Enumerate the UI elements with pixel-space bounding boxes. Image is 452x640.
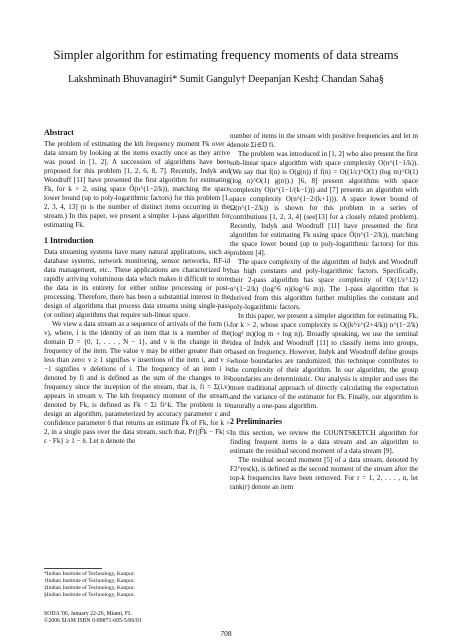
left-column bbox=[44, 128, 230, 446]
footnote: ‡Indian Institute of Technology, Kanpur. bbox=[44, 585, 135, 591]
footnote: †Indian Institute of Technology, Kanpur. bbox=[44, 578, 135, 584]
intro-paragraph-2: We view a data stream as a sequence of arrivals of the form (i, v), where, i is the identity of an item that is a member of the domain D = {0, 1, . . . , N − 1}, and v is the change in the frequency of the item. The value v may be either greater than or less than zero: v ≥ 1 signifies v insertions of the item i, and v ≤ −1 signifies v deletions of i. The frequency of an item i is denoted by fi and is defined as the sum of the changes to its frequency since the inception of the stream, that is, fi = Σ(i,v) appears in stream v. The kth frequency moment of the stream, denoted by Fk, is defined as Fk = Σi fi^k. The problem is to design an algorithm, parameterized by accuracy parameter ε and confidence parameter δ that returns an estimate F̂k of Fk, for k > 2, in a single pass over the data stream, such that, Pr{|F̂k − Fk| ≤ ε · Fk} ≥ 1 − δ. Let n denote the bbox=[44, 320, 230, 445]
abstract-text: The problem of estimating the kth frequency moment Fk over a data stream by looking at the items exactly once as they arrive was posed in [1, 2]. A succession of algorithms have been proposed for this problem [1, 2, 6, 8, 7]. Recently, Indyk and Woodruff [11] have presented the first algorithm for estimating Fk, for k > 2, using space Õ(n^(1−2/k)), matching the space lower bound (up to poly-logarithmic factors) for this problem [1, 2, 3, 4, 13] (n is the number of distinct items occurring in the stream.) In this paper, we present a simpler 1-pass algorithm for estimating Fk. bbox=[44, 140, 230, 229]
right-column bbox=[230, 132, 418, 492]
author-list: Lakshminath Bhuvanagiri* Sumit Ganguly† Deepanjan Kesh‡ Chandan Saha§ bbox=[68, 74, 384, 85]
right-paragraph-4: In this paper, we present a simpler algorithm for estimating Fk, for k > 2, whose space complexity is O((k²/ε^(2+4/k)) n^(1−2/k) (log² m)(log m + log n)). Broadly speaking, we use the seminal idea of Indyk and Woodruff [11] to classify items into groups, based on frequency. However, Indyk and Woodruff define groups whose boundaries are randomized; this technique contributes to the complexity of their algorithm. In our algorithm, the group boundaries are deterministic. Our analysis is simpler and uses the more traditional approach of directly calculating the expectation and the variance of the estimator for Fk. Finally, our algorithm is naturally a one-pass algorithm. bbox=[230, 312, 418, 410]
conference-line: SODA '06, January 22-26, Miami, FL bbox=[44, 611, 132, 617]
right-paragraph-1: number of items in the stream with positive frequencies and let m denote Σi∈D fi. bbox=[230, 132, 418, 149]
footnotes bbox=[44, 571, 234, 599]
right-paragraph-3: The space complexity of the algorithm of Indyk and Woodruff has high constants and poly-logarithmic factors. Specifically, their 2-pass algorithm has space complexity of O((1/ε^12) n^(1−2/k) (log^6 n)(log^6 m)). The 1-pass algorithm that is derived from this algorithm further multiplies the constant and poly-logarithmic factors. bbox=[230, 258, 418, 311]
footnote-rule bbox=[44, 568, 102, 569]
page-number: 708 bbox=[220, 629, 232, 638]
preliminaries-paragraph-2: The residual second moment [5] of a data stream, denoted by F2^res(k), is defined as the second moment of the stream after the top-k frequencies have been removed. For r = 1, 2, . . . , n, let rank(r) denote an item bbox=[230, 456, 418, 491]
footnote: *Indian Institute of Technology, Kanpur. bbox=[44, 571, 135, 577]
publication-info bbox=[44, 611, 234, 625]
abstract-heading: Abstract bbox=[44, 128, 74, 137]
paper-title: Simpler algorithm for estimating frequency moments of data streams bbox=[53, 48, 399, 62]
intro-paragraph-1: Data streaming systems have many natural applications, such as database systems, network monitoring, sensor networks, RF-id data management, etc.. These applications are characterized by rapidly arriving voluminous data which makes it difficult to store the data in its entirety for either online processing or post-processing. Therefore, there has been a substantial interest in the design of algorithms that process data streams using single-pass (or online) algorithms that require sub-linear space. bbox=[44, 248, 230, 319]
right-paragraph-2: The problem was introduced in [1, 2] who also present the first sub-linear space algorithm with space complexity O(n^(1−1/k)). (We say that f(n) is O(g(n)) if f(n) = O((1/ε)^O(1) (log m)^O(1) (log n)^O(1) g(n)).) [6, 8] present algorithms with space complexity O(n^(1−1/(k−1))) and [7] presents an algorithm with space complexity O(n^(1−2/(k+1))). A space lower bound of Ω(n^(1−2/k)) is shown for this problem in a series of contributions [1, 2, 3, 4] (see[13] for a closely related problem). Recently, Indyk and Woodruff [11] have presented the first algorithm for estimating Fk using space Õ(n^(1−2/k)), matching the space lower bound (up to poly-logarithmic factors) for this problem [4]. bbox=[230, 150, 418, 257]
footnote: §Indian Institute of Technology, Kanpur. bbox=[44, 592, 135, 598]
preliminaries-heading: 2 Preliminaries bbox=[230, 417, 283, 426]
preliminaries-paragraph-1: In this section, we review the COUNTSKETCH algorithm for finding frequent items in a data stream and an algorithm to estimate the residual second moment of a data stream [9]. bbox=[230, 429, 418, 455]
copyright-line: ©2006 SIAM ISBN 0-89871-605-5/06/01 bbox=[44, 618, 142, 625]
intro-heading: 1 Introduction bbox=[44, 236, 94, 245]
